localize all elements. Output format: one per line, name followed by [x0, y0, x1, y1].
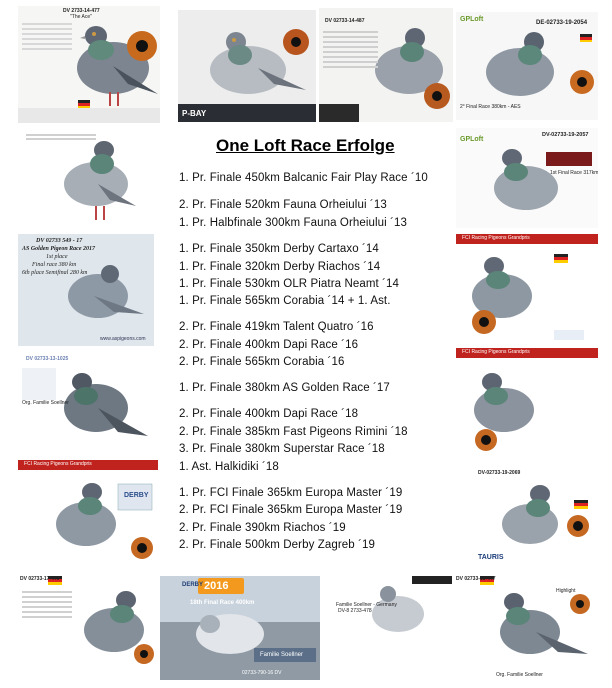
ring-number: DE-02733-19-2054 [536, 20, 588, 26]
brand-logo: TAURIS [478, 554, 504, 561]
result-line: 2. Pr. Finale 400km Dapi Race ´16 [179, 339, 359, 351]
pigeon-name: "The Ace" [70, 14, 92, 20]
pigeon-card-7 [18, 234, 154, 346]
fci-header: FCI Racing Pigeons Grandpris [456, 234, 598, 244]
card-caption: 1st Final Race 317km [550, 170, 598, 176]
card-caption: Highlight [556, 588, 576, 594]
pigeon-photo [160, 576, 320, 680]
result-line: 1. Ast. Halkidiki ´18 [179, 461, 279, 473]
pigeon-card-16 [456, 574, 598, 680]
owner-text: Familie Soellner [260, 652, 304, 658]
pigeon-photo [456, 128, 598, 228]
result-line: 1. Pr. Finale 320km Derby Riachos ´14 [179, 261, 381, 273]
result-lines [323, 28, 378, 71]
derby-badge: DERBY [124, 492, 149, 499]
ring-number: DV 02733-13-1025 [26, 356, 69, 362]
result-lines [26, 132, 96, 142]
pigeon-photo [18, 460, 158, 568]
result-line: 2. Pr. Finale 565km Corabia ´16 [179, 356, 345, 368]
brand-logo: P-BAY [182, 109, 207, 118]
brand-logo: GPLoft [460, 16, 484, 23]
result-line: 1. Pr. Finale 350km Derby Cartaxo ´14 [179, 243, 379, 255]
final-text: Final race 380 km [32, 262, 77, 268]
derby-badge: DERBY [182, 582, 204, 588]
result-line: 1. Pr. FCI Finale 365km Europa Master ´19 [179, 487, 403, 499]
brand-logo: GPLoft [460, 136, 484, 143]
result-line: 2. Pr. Finale 500km Derby Zagreb ´19 [179, 539, 375, 551]
pigeon-photo [470, 466, 598, 568]
place-text: 1st place [46, 254, 68, 260]
race-text: 18th Final Race 400km [190, 600, 255, 606]
ring-number: DV 2733-14-477 [63, 8, 100, 14]
pigeon-card-6 [456, 128, 598, 228]
ring-number: 02733-790-16 DV [242, 670, 282, 676]
pigeon-photo [456, 234, 598, 346]
fci-header: FCI Racing Pigeons Grandpris [456, 348, 598, 358]
owner-text: Org. Familie Soellner [496, 672, 543, 678]
pigeon-photo [456, 348, 598, 458]
result-line: 1. Pr. Finale 380km AS Golden Race ´17 [179, 382, 390, 394]
result-line: 2. Pr. Finale 400km Dapi Race ´18 [179, 408, 359, 420]
result-line: 2. Pr. Finale 385km Fast Pigeons Rimini ´18 [179, 426, 408, 438]
ring-number: DV 02733-18-447 [456, 576, 496, 582]
pigeon-card-15 [324, 576, 454, 680]
card-caption: 2° Final Race 380km - AES [460, 104, 521, 110]
result-line: 2. Pr. Finale 419km Talent Quatro ´16 [179, 321, 374, 333]
pigeon-card-8 [456, 234, 598, 346]
pigeon-photo [456, 574, 598, 680]
fci-header: FCI Racing Pigeons Grandpris [18, 460, 158, 470]
result-line: 1. Pr. Finale 565km Corabia ´14 + 1. Ast. [179, 295, 391, 307]
ring-number: DV-8 2733-478 [338, 608, 372, 614]
pigeon-card-3 [319, 8, 453, 122]
pigeon-card-2 [178, 10, 316, 122]
result-line: 2. Pr. Finale 390km Riachos ´19 [179, 522, 346, 534]
pigeon-card-5 [18, 128, 156, 228]
pigeon-card-10 [456, 348, 598, 458]
result-line: 1. Pr. Finale 450km Balcanic Fair Play Race ´10 [179, 172, 428, 184]
pigeon-card-14 [160, 576, 320, 680]
pigeon-card-13 [18, 574, 156, 680]
pigeon-card-11 [18, 460, 158, 568]
owner-text: Org. Familie Soellner [22, 400, 69, 406]
ring-number: DV 02733-17-449 [20, 576, 60, 582]
result-line: 1. Pr. Halbfinale 300km Fauna Orheiului ´13 [179, 217, 408, 229]
ring-number: DV 02733 549 - 17 [36, 238, 83, 244]
ring-number: DV 02733-14-487 [325, 18, 365, 24]
pigeon-card-1 [18, 6, 160, 123]
website-text: www.aspigeons.com [100, 336, 146, 342]
derby-year: 2016 [204, 580, 229, 592]
semi-text: 6th place Semifinal 280 km [22, 270, 88, 276]
race-name: AS Golden Pigeon Race 2017 [22, 246, 95, 252]
result-lines [22, 588, 72, 621]
owner-text: Familie Soellner - Germany [336, 602, 397, 608]
pigeon-card-9 [18, 352, 154, 456]
result-line: 2. Pr. FCI Finale 365km Europa Master ´19 [179, 504, 403, 516]
pigeon-card-4 [456, 12, 598, 120]
ring-number: DV-02733-19-2069 [478, 470, 521, 476]
ring-number: DV-02733-19-2057 [542, 132, 589, 138]
pigeon-photo [18, 128, 156, 228]
pigeon-photo [324, 576, 454, 680]
page-title: One Loft Race Erfolge [216, 136, 395, 155]
result-line: 2. Pr. Finale 520km Fauna Orheiului ´13 [179, 199, 387, 211]
result-line: 1. Pr. Finale 530km OLR Piatra Neamt ´14 [179, 278, 400, 290]
pigeon-photo [178, 10, 316, 122]
pigeon-card-12 [470, 466, 598, 568]
result-lines [22, 20, 72, 53]
result-line: 3. Pr. Finale 380km Superstar Race ´18 [179, 443, 385, 455]
